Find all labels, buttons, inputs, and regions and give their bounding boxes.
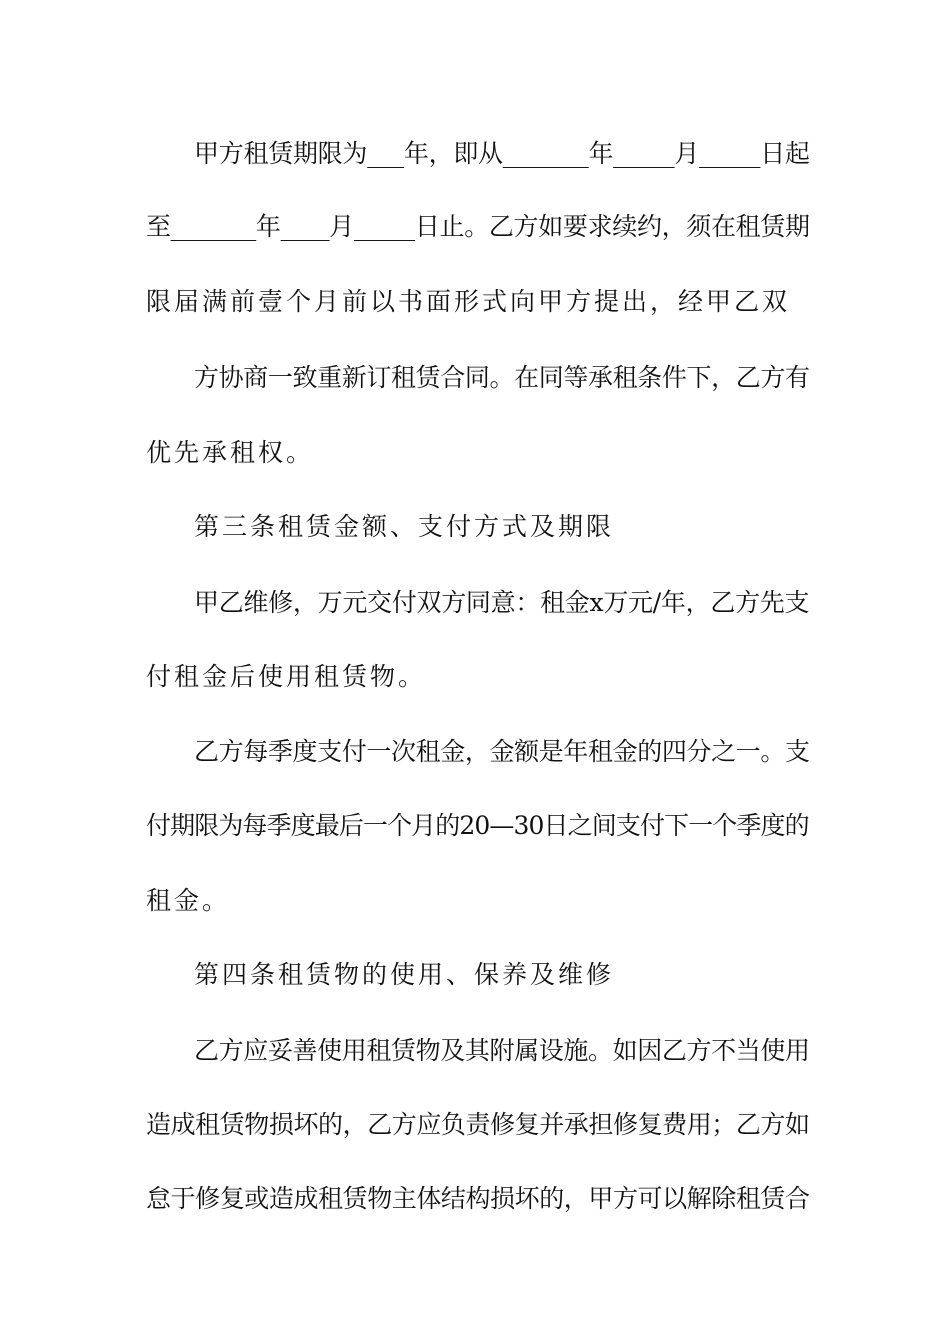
text-line: 付期限为每季度最后一个月的20—30日之间支付下一个季度的 [146, 811, 809, 840]
text-line: 优先承租权。 [146, 438, 315, 467]
text-line: 造成租赁物损坏的，乙方应负责修复并承担修复费用；乙方如 [146, 1110, 810, 1139]
text-line: 至_______年____月_____日止。乙方如要求续约，须在租赁期 [146, 212, 810, 241]
section-heading: 第三条租赁金额、支付方式及期限 [194, 512, 615, 541]
text-line: 付租金后使用租赁物。 [146, 662, 427, 691]
section-heading: 第四条租赁物的使用、保养及维修 [194, 960, 615, 989]
text-line: 怠于修复或造成租赁物主体结构损坏的，甲方可以解除租赁合 [146, 1184, 810, 1213]
text-line: 方协商一致重新订租赁合同。在同等承租条件下，乙方有 [194, 363, 810, 392]
text-line: 限届满前壹个月前以书面形式向甲方提出，经甲乙双 [146, 287, 791, 316]
text-line: 乙方应妥善使用租赁物及其附属设施。如因乙方不当使用 [194, 1036, 810, 1065]
text-line: 甲方租赁期限为___年，即从_______年_____月_____日起 [194, 139, 810, 168]
text-line: 租金。 [146, 886, 231, 915]
text-line: 甲乙维修，万元交付双方同意：租金x万元/年，乙方先支 [194, 588, 810, 617]
text-line: 乙方每季度支付一次租金，金额是年租金的四分之一。支 [194, 737, 810, 766]
